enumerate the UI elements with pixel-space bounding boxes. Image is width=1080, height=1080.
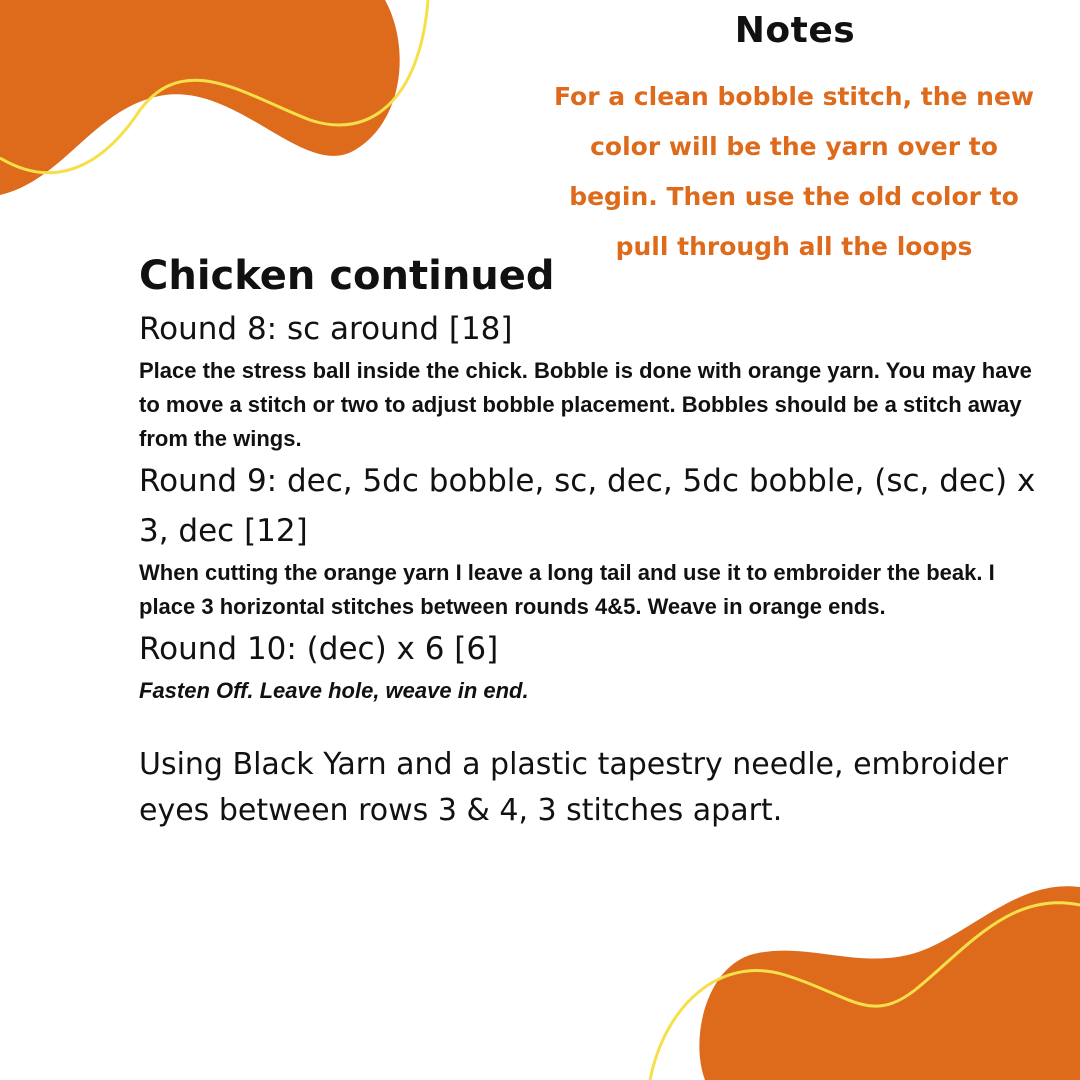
top-left-orange-blob: [0, 0, 400, 195]
round-9: Round 9: dec, 5dc bobble, sc, dec, 5dc bobble, (sc, dec) x 3, dec [12]: [139, 463, 1036, 549]
round-8: Round 8: sc around [18]: [139, 311, 513, 347]
pattern-content: [139, 248, 1039, 834]
pattern-title: Chicken continued: [139, 253, 555, 299]
round-10: Round 10: (dec) x 6 [6]: [139, 631, 499, 667]
round-10-note: Fasten Off. Leave hole, weave in end.: [139, 678, 529, 703]
round-8-note: Place the stress ball inside the chick. Bobble is done with orange yarn. You may have to move a stitch or two to adjust bobble placement. Bobbles should be a stitch away from the wings.: [139, 358, 1032, 451]
eyes-instructions: Using Black Yarn and a plastic tapestry needle, embroider eyes between rows 3 & 4, 3 stitches apart.: [139, 747, 1008, 828]
bottom-right-orange-blob: [699, 886, 1080, 1080]
notes-title: Notes: [734, 10, 856, 51]
round-9-note: When cutting the orange yarn I leave a long tail and use it to embroider the beak. I place 3 horizontal stitches between rounds 4&5. Weave in orange ends.: [139, 560, 995, 619]
notes-body: For a clean bobble stitch, the new color will be the yarn over to begin. Then use the old color to pull through all the loops: [553, 82, 1035, 261]
